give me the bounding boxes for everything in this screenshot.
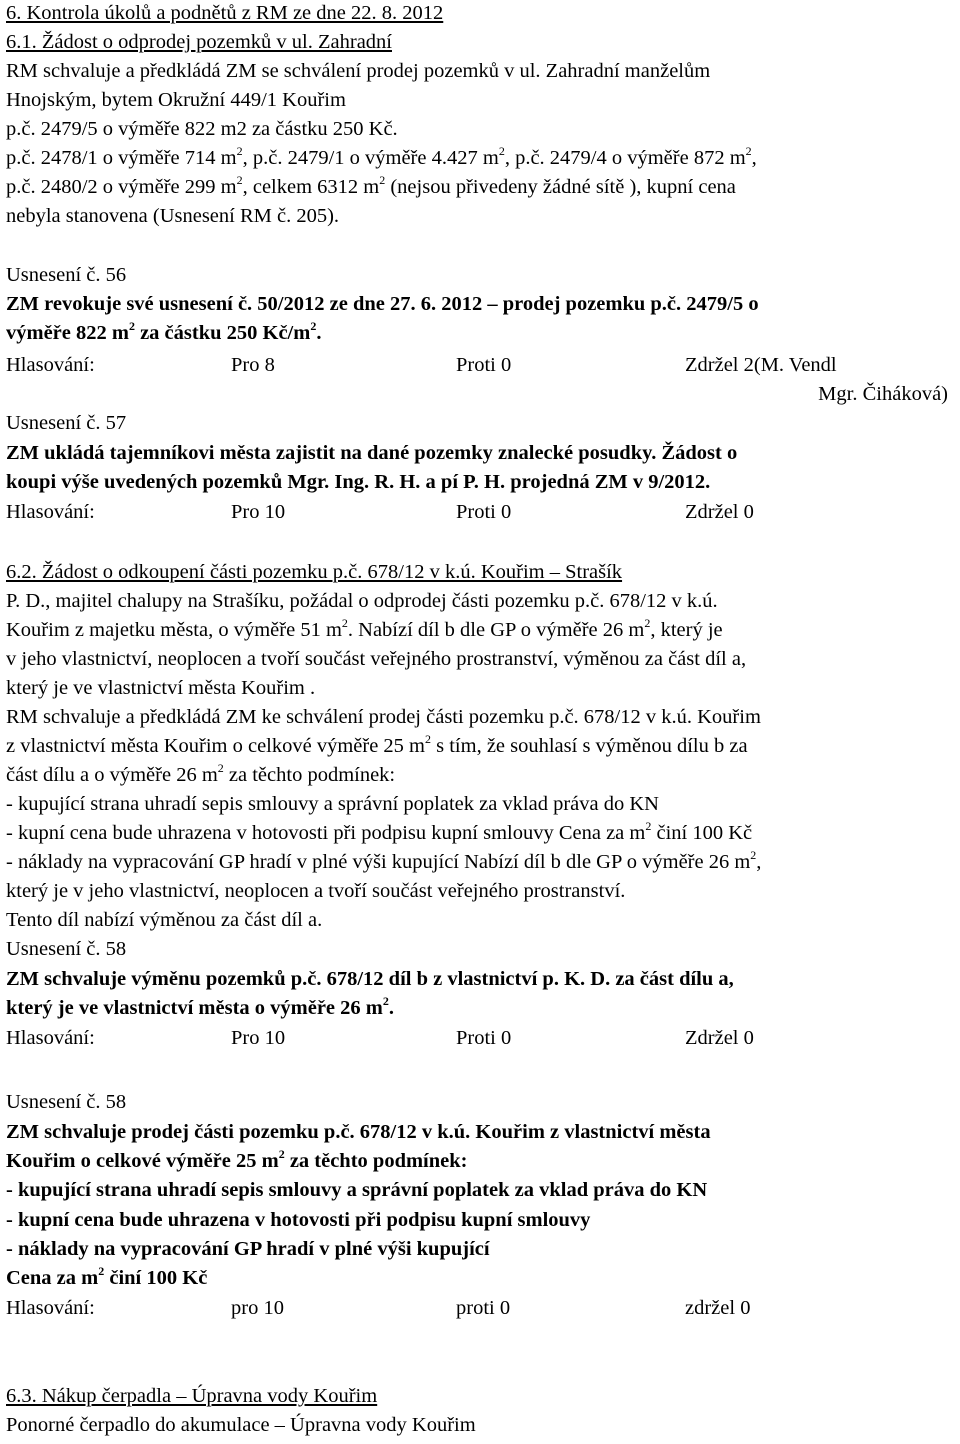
vote-label: Hlasování:: [6, 354, 95, 376]
resolution-line: ZM revokuje své usnesení č. 50/2012 ze dne 27. 6. 2012 – prodej pozemku p.č. 2479/5 o: [6, 293, 759, 315]
superscript: 2: [236, 144, 243, 158]
vote-line: [6, 500, 956, 524]
resolution-line: ZM schvaluje prodej části pozemku p.č. 678/12 v k.ú. Kouřim z vlastnictví města: [6, 1121, 711, 1143]
paragraph-line: [6, 618, 723, 642]
resolution-line: ZM ukládá tajemníkovi města zajistit na dané pozemky znalecké posudky. Žádost o: [6, 442, 738, 464]
superscript: 2: [645, 819, 652, 833]
resolution-line: [6, 996, 394, 1020]
text-run: ,: [751, 147, 757, 169]
list-item: - kupující strana uhradí sepis smlouvy a správní poplatek za vklad práva do KN: [6, 793, 659, 815]
text-run: p.č. 2478/1 o výměře 714 m: [6, 147, 237, 169]
text-run: s tím, že souhlasí s výměnou dílu b za: [431, 735, 748, 757]
text-run: - náklady na vypracování GP hradí v plné výši kupující Nabízí díl b dle GP o výměře 26 m: [6, 851, 751, 873]
text-run: činí 100 Kč: [104, 1267, 208, 1289]
subsection-heading: 6.1. Žádost o odprodej pozemků v ul. Zahradní: [6, 31, 392, 53]
text-run: , který je: [650, 619, 723, 641]
paragraph-line: RM schvaluje a předkládá ZM ke schválení prodej části pozemku p.č. 678/12 v k.ú. Kouřim: [6, 706, 761, 728]
resolution-label: Usnesení č. 56: [6, 264, 127, 286]
paragraph-line: [6, 146, 757, 170]
resolution-label: Usnesení č. 58: [6, 938, 127, 960]
vote-line: [6, 1296, 956, 1320]
text-run: za těchto podmínek:: [284, 1150, 468, 1172]
paragraph-line: RM schvaluje a předkládá ZM se schválení prodej pozemků v ul. Zahradní manželům: [6, 60, 711, 82]
paragraph-line: P. D., majitel chalupy na Strašíku, požádal o odprodej části pozemku p.č. 678/12 v k.ú.: [6, 590, 718, 612]
paragraph-line: který je ve vlastnictví města Kouřim .: [6, 677, 316, 699]
paragraph-line: p.č. 2479/5 o výměře 822 m2 za částku 250 Kč.: [6, 118, 398, 140]
paragraph-line: [6, 763, 395, 787]
superscript: 2: [425, 732, 431, 746]
superscript: 2: [379, 173, 386, 187]
text-run: . Nabízí díl b dle GP o výměře 26 m: [347, 619, 645, 641]
paragraph-line: Ponorné čerpadlo do akumulace – Úpravna vody Kouřim: [6, 1414, 476, 1436]
text-run: - kupní cena bude uhrazena v hotovosti při podpisu kupní smlouvy Cena za m: [6, 822, 646, 844]
superscript: 2: [745, 144, 752, 158]
superscript: 2: [644, 616, 651, 630]
text-run: činí 100 Kč: [651, 822, 753, 844]
vote-proti: Proti 0: [456, 354, 512, 376]
text-run: který je ve vlastnictví města o výměře 26 m: [6, 997, 383, 1019]
text-run: .: [316, 322, 322, 344]
list-item: - náklady na vypracování GP hradí v plné výši kupující: [6, 1238, 490, 1260]
text-run: Kouřim o celkové výměře 25 m: [6, 1150, 279, 1172]
resolution-line: [6, 1266, 207, 1290]
vote-zdrzel: Zdržel 2(M. Vendl: [685, 354, 837, 376]
subsection-heading: 6.2. Žádost o odkoupení části pozemku p.č. 678/12 v k.ú. Kouřim – Strašík: [6, 561, 623, 583]
text-run: výměře 822 m: [6, 322, 129, 344]
superscript: 2: [382, 994, 389, 1008]
text-run: za těchto podmínek:: [223, 764, 396, 786]
section-heading: 6. Kontrola úkolů a podnětů z RM ze dne 22. 8. 2012: [6, 2, 444, 24]
paragraph-line: nebyla stanovena (Usnesení RM č. 205).: [6, 205, 340, 227]
paragraph-line: [6, 175, 736, 199]
text-run: , celkem 6312 m: [242, 176, 380, 198]
list-item: - kupující strana uhradí sepis smlouvy a správní poplatek za vklad práva do KN: [6, 1179, 708, 1201]
superscript: 2: [310, 319, 317, 333]
vote-zdrzel: Zdržel 0: [685, 1027, 754, 1049]
resolution-line: ZM schvaluje výměnu pozemků p.č. 678/12 díl b z vlastnictví p. K. D. za část dílu a,: [6, 968, 734, 990]
superscript: 2: [278, 1147, 285, 1161]
text-run: , p.č. 2479/1 o výměře 4.427 m: [242, 147, 499, 169]
list-item: [6, 850, 761, 874]
text-run: za částku 250 Kč/m: [134, 322, 311, 344]
vote-continuation: Mgr. Čiháková): [818, 383, 948, 405]
vote-pro: pro 10: [231, 1297, 284, 1319]
text-run: část dílu a o výměře 26 m: [6, 764, 218, 786]
superscript: 2: [128, 319, 135, 333]
superscript: 2: [750, 848, 757, 862]
paragraph-line: [6, 734, 748, 758]
text-run: (nejsou přivedeny žádné sítě ), kupní cena: [385, 176, 736, 198]
paragraph-line: který je v jeho vlastnictví, neoplocen a tvoří součást veřejného prostranství.: [6, 880, 626, 902]
vote-label: Hlasování:: [6, 501, 95, 523]
vote-zdrzel: Zdržel 0: [685, 501, 754, 523]
resolution-line: koupi výše uvedených pozemků Mgr. Ing. R. H. a pí P. H. projedná ZM v 9/2012.: [6, 471, 711, 493]
list-item: [6, 821, 752, 845]
vote-label: Hlasování:: [6, 1297, 95, 1319]
text-run: Cena za m: [6, 1267, 99, 1289]
vote-label: Hlasování:: [6, 1027, 95, 1049]
vote-proti: Proti 0: [456, 501, 512, 523]
paragraph-line: v jeho vlastnictví, neoplocen a tvoří součást veřejného prostranství, výměnou za část díl a,: [6, 648, 747, 670]
resolution-label: Usnesení č. 58: [6, 1091, 127, 1113]
superscript: 2: [236, 173, 243, 187]
vote-line: [6, 353, 956, 377]
subsection-heading: 6.3. Nákup čerpadla – Úpravna vody Kouřim: [6, 1385, 378, 1407]
vote-pro: Pro 10: [231, 1027, 286, 1049]
vote-proti: proti 0: [456, 1297, 511, 1319]
paragraph-line: Tento díl nabízí výměnou za část díl a.: [6, 909, 323, 931]
text-run: , p.č. 2479/4 o výměře 872 m: [504, 147, 746, 169]
paragraph-line: Hnojským, bytem Okružní 449/1 Kouřim: [6, 89, 346, 111]
resolution-label: Usnesení č. 57: [6, 412, 127, 434]
text-run: Kouřim z majetku města, o výměře 51 m: [6, 619, 342, 641]
vote-line: [6, 1026, 956, 1050]
text-run: z vlastnictví města Kouřim o celkové výměře 25 m: [6, 735, 425, 757]
list-item: - kupní cena bude uhrazena v hotovosti při podpisu kupní smlouvy: [6, 1209, 591, 1231]
vote-pro: Pro 8: [231, 354, 275, 376]
superscript: 2: [341, 616, 348, 630]
vote-pro: Pro 10: [231, 501, 286, 523]
superscript: 2: [498, 144, 505, 158]
resolution-line: [6, 321, 321, 345]
superscript: 2: [217, 761, 224, 775]
text-run: ,: [756, 851, 762, 873]
vote-zdrzel: zdržel 0: [685, 1297, 751, 1319]
text-run: .: [388, 997, 394, 1019]
vote-proti: Proti 0: [456, 1027, 512, 1049]
text-run: p.č. 2480/2 o výměře 299 m: [6, 176, 237, 198]
resolution-line: [6, 1149, 467, 1173]
superscript: 2: [98, 1264, 105, 1278]
